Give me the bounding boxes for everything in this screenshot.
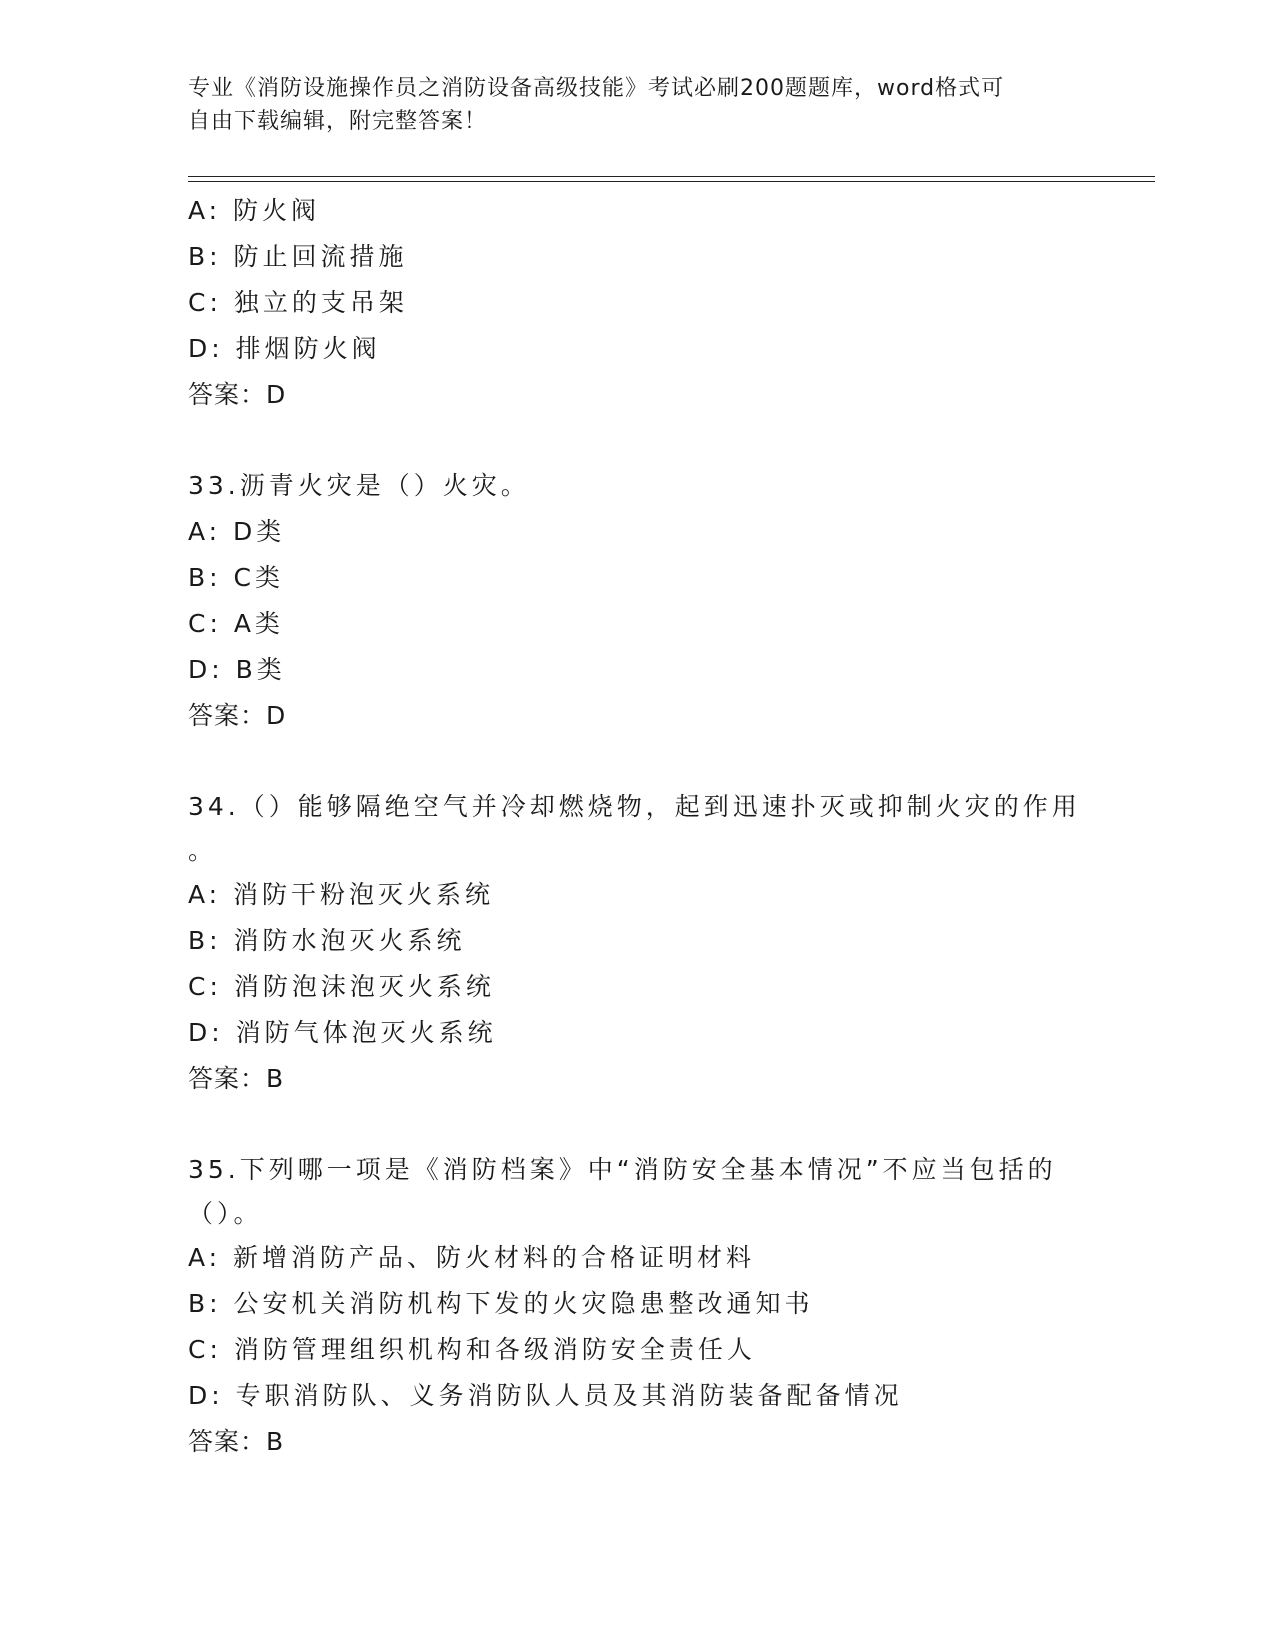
question-32 (188, 188, 1088, 418)
header-rule-bottom (188, 181, 1155, 182)
option-d: D: 排烟防火阀 (188, 334, 381, 363)
header-line-2: 自由下载编辑，附完整答案！ (188, 109, 488, 134)
document-header (188, 72, 1088, 138)
answer: 答案：B (188, 1427, 285, 1456)
option-c: C: 消防管理组织机构和各级消防安全责任人 (188, 1335, 756, 1364)
question-35 (188, 1147, 1088, 1465)
answer: 答案：B (188, 1064, 285, 1093)
option-a: A: D类 (188, 517, 286, 546)
question-list (188, 188, 1088, 1465)
question-stem: 34.（）能够隔绝空气并冷却燃烧物，起到迅速扑灭或抑制火灾的作用 (188, 792, 1081, 821)
option-d: D: 消防气体泡灭火系统 (188, 1018, 497, 1047)
question-stem-continued: （）。 (188, 1199, 263, 1228)
header-rule-top (188, 176, 1155, 177)
option-d: D: 专职消防队、义务消防队人员及其消防装备配备情况 (188, 1381, 903, 1410)
option-b: B: 防止回流措施 (188, 242, 408, 271)
option-b: B: 消防水泡灭火系统 (188, 926, 466, 955)
option-c: C: A类 (188, 609, 284, 638)
question-33 (188, 463, 1088, 739)
question-stem-continued: 。 (188, 836, 218, 865)
option-a: A: 新增消防产品、防火材料的合格证明材料 (188, 1243, 756, 1272)
question-stem: 33.沥青火灾是（）火灾。 (188, 471, 530, 500)
question-stem: 35.下列哪一项是《消防档案》中“消防安全基本情况”不应当包括的 (188, 1155, 1057, 1184)
option-a: A: 消防干粉泡灭火系统 (188, 880, 495, 909)
option-d: D: B类 (188, 655, 286, 684)
option-c: C: 独立的支吊架 (188, 288, 408, 317)
answer: 答案：D (188, 380, 287, 409)
option-c: C: 消防泡沫泡灭火系统 (188, 972, 495, 1001)
option-b: B: 公安机关消防机构下发的火灾隐患整改通知书 (188, 1289, 814, 1318)
option-b: B: C类 (188, 563, 284, 592)
question-34 (188, 784, 1088, 1102)
header-line-1: 专业《消防设施操作员之消防设备高级技能》考试必刷200题题库，word格式可 (188, 76, 1005, 101)
option-a: A: 防火阀 (188, 196, 321, 225)
answer: 答案：D (188, 701, 287, 730)
